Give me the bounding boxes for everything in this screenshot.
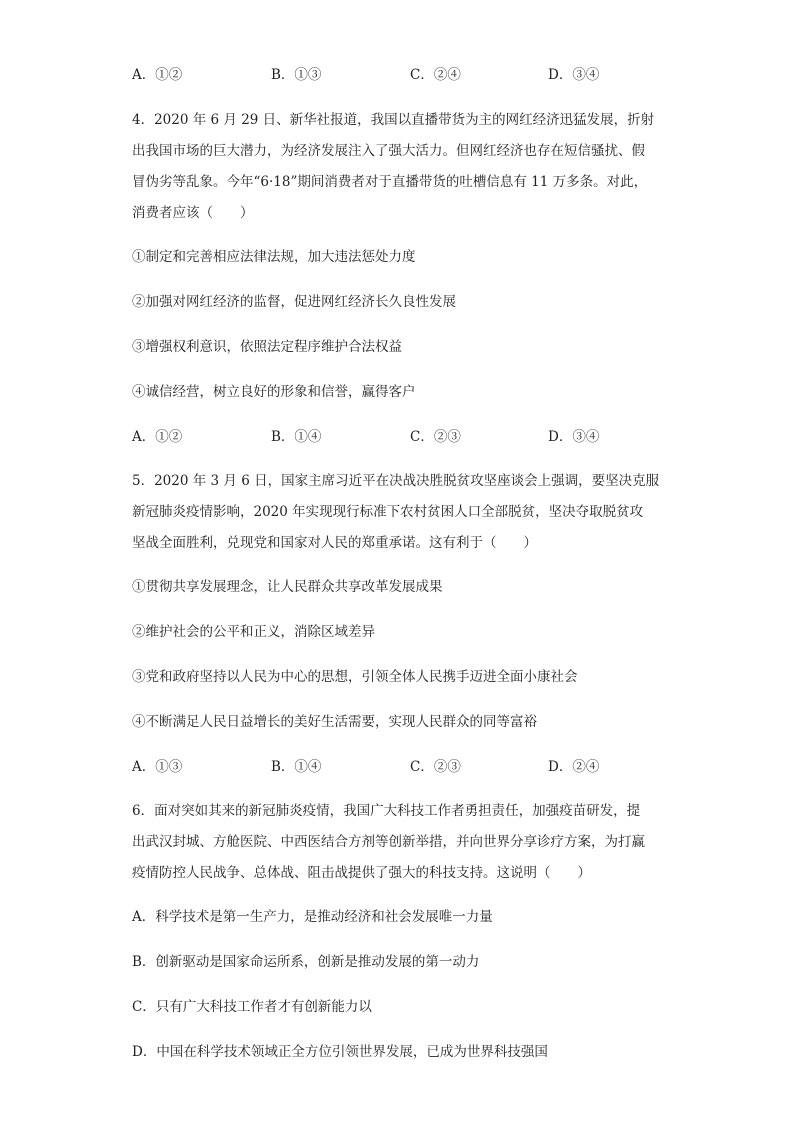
q4-item-4: ④诚信经营，树立良好的形象和信誉，赢得客户 [132, 384, 416, 400]
q5-stem-line: 坚战全面胜利，兑现党和国家对人民的郑重承诺。这有利于（ ） [132, 535, 537, 551]
q5-option-d: D．②④ [548, 759, 600, 775]
q4-stem-line: 冒伪劣等乱象。今年“6·18”期间消费者对于直播带货的吐槽信息有 11 万多条。对此， [132, 174, 648, 190]
q4-stem-line: 出我国市场的巨大潜力，为经济发展注入了强大活力。但网红经济也存在短信骚扰、假 [132, 143, 645, 159]
q3-option-a: A．①② [132, 67, 183, 83]
q5-item-2: ②维护社会的公平和正义，消除区域差异 [132, 624, 375, 640]
q5-options [132, 757, 652, 777]
q6-option-a: A．科学技术是第一生产力，是推动经济和社会发展唯一力量 [132, 909, 493, 925]
q3-option-d: D．③④ [548, 67, 600, 83]
q5-option-a: A．①③ [132, 759, 183, 775]
q4-item-2: ②加强对网红经济的监督，促进网红经济长久良性发展 [132, 294, 456, 310]
q4-option-b: B．①④ [271, 429, 322, 445]
q6-stem-line: 疫情防控人民战争、总体战、阻击战提供了强大的科技支持。这说明（ ） [132, 865, 591, 881]
q5-item-4: ④不断满足人民日益增长的美好生活需要，实现人民群众的同等富裕 [132, 714, 537, 730]
q5-item-1: ①贯彻共享发展理念，让人民群众共享改革发展成果 [132, 579, 443, 595]
q4-option-c: C．②③ [410, 429, 461, 445]
q3-options [132, 65, 652, 85]
q4-item-1: ①制定和完善相应法律法规，加大违法惩处力度 [132, 249, 416, 265]
q4-option-a: A．①② [132, 429, 183, 445]
q4-item-3: ③增强权利意识，依照法定程序维护合法权益 [132, 339, 402, 355]
q3-option-b: B．①③ [271, 67, 322, 83]
q5-item-3: ③党和政府坚持以人民为中心的思想，引领全体人民携手迈进全面小康社会 [132, 669, 578, 685]
q5-stem-line: 新冠肺炎疫情影响，2020 年实现现行标准下农村贫困人口全部脱贫，坚决夺取脱贫攻 [132, 504, 644, 520]
q5-option-b: B．①④ [271, 759, 322, 775]
q6-option-c: C．只有广大科技工作者才有创新能力以 [132, 999, 372, 1015]
q6-option-b: B．创新驱动是国家命运所系，创新是推动发展的第一动力 [132, 954, 480, 970]
q6-stem-line: 出武汉封城、方舱医院、中西医结合方剂等创新举措，并向世界分享诊疗方案，为打赢 [132, 834, 645, 850]
q6-stem-line: 6．面对突如其来的新冠肺炎疫情，我国广大科技工作者勇担责任，加强疫苗研发，提 [132, 803, 641, 819]
q4-stem-line: 消费者应该（ ） [132, 205, 254, 221]
q5-stem-line: 5．2020 年 3 月 6 日，国家主席习近平在决战决胜脱贫攻坚座谈会上强调，要坚决克服 [132, 473, 660, 489]
q4-options [132, 427, 652, 447]
q6-option-d: D．中国在科学技术领域正全方位引领世界发展，已成为世界科技强国 [132, 1044, 548, 1060]
q5-option-c: C．②③ [410, 759, 461, 775]
q4-option-d: D．③④ [548, 429, 600, 445]
q3-option-c: C．②④ [410, 67, 461, 83]
q4-stem-line: 4．2020 年 6 月 29 日、新华社报道，我国以直播带货为主的网红经济迅猛发展，折射 [132, 112, 655, 128]
